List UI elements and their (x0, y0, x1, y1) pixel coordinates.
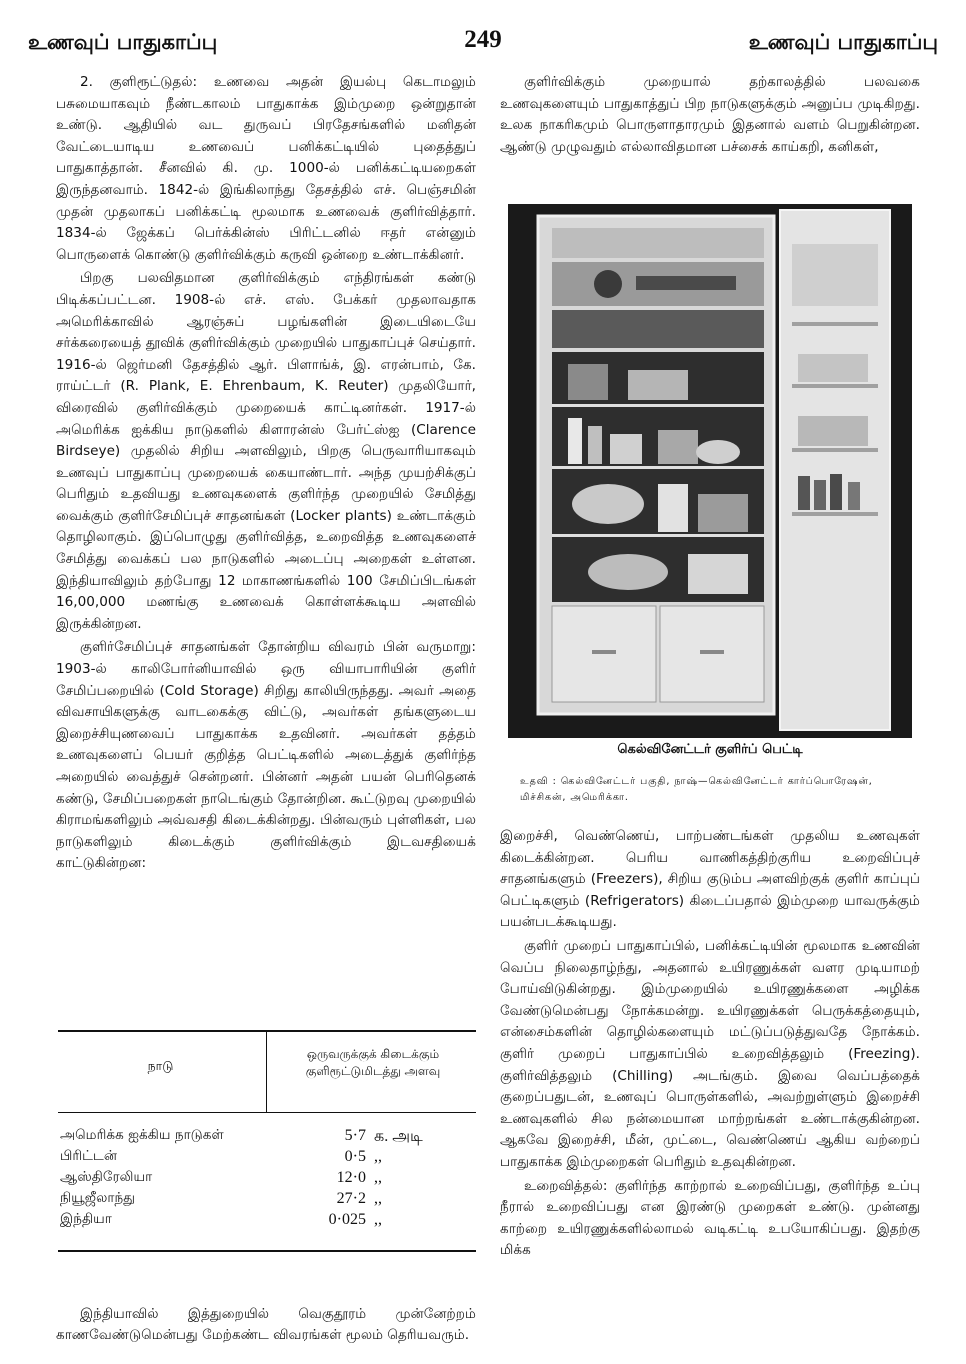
running-title-left: உணவுப் பாதுகாப்பு (28, 30, 218, 54)
table-cell-unit: ,, (374, 1148, 382, 1165)
left-column (56, 72, 476, 877)
refrigerator-illustration (508, 204, 912, 738)
table-row (58, 1127, 476, 1148)
table-cell-value: 12·0 (336, 1169, 366, 1186)
paragraph-freezing-benefits: குளிர்விக்கும் முறையால் தற்காலத்தில் பலவகை உணவுகளையும் பாதுகாத்துப் பிற நாடுகளுக்கும் அனுப்ப முடிகிறது. உலக நாகரிகமும் பொருளாதாரமும் இதனால் வளம் பெறுகின்றன. ஆண்டு முழுவதும் எல்லாவிதமான பச்சைக் காய்கறி, கனிகள், (500, 74, 920, 155)
table-row (58, 1148, 476, 1169)
table-header-capacity: ஒருவருக்குக் கிடைக்கும் குளிரூட்டுமிடத்து அளவு (305, 1047, 441, 1078)
table-header-country: நாடு (147, 1058, 174, 1073)
paragraph-freezing-methods: உறைவித்தல்: குளிர்ந்த காற்றால் உறைவிப்பது, குளிர்ந்த உப்பு நீரால் உறைவிப்பது என இரண்டு முறைகள் உண்டு. முன்னது காற்றை உயிரணுக்களில்லாமல் வடிகட்டி உபயோகிப்பது. இதற்கு மிக்க (500, 1177, 920, 1259)
table-cell-value: 0·5 (344, 1148, 366, 1165)
paragraph-history: பிறகு பலவிதமான குளிர்விக்கும் எந்திரங்கள் கண்டு பிடிக்கப்பட்டன. 1908-ல் எச். எஸ். பேக்கர் முதலாவதாக அமெரிக்காவில் ஆரஞ்சுப் பழங்களின் இடையிடையே சர்க்கரையைத் தூவிக் குளிர்விக்கும் முறையில் பாதுகாப்புச் செய்தார். 1916-ல் ஜெர்மனி தேசத்தில் ஆர். பிளாங்க், இ. எரன்பாம், கே. ராய்ட்டர் (R. Plank, E. Ehrenbaum, K. Reuter) முதலியோர், விரைவில் குளிர்விக்கும் முறையைக் காட்டினர்கள். 1917-ல் அமெரிக்க ஐக்கிய நாடுகளில் கிளாரன்ஸ் பேர்ட்ஸ்ஐ (Clarence Birdseye) முதலில் சிறிய அளவிலும், பிறகு பெருவாரியாகவும் உணவுப் பாதுகாப்பு முறையைக் கையாண்டார். அந்த முயற்சிக்குப் பெரிதும் உதவியது உணவுகளைக் குளிர்ந்த முறையில் சேமித்து வைக்கும் குளிர்சேமிப்புச் சாதனங்கள் (Locker plants) உண்டாக்கும் தொழிலாகும். இப்பொழுது குளிர்வித்த, உறைவித்த உணவுகளைச் சேமித்து வைக்கப் பல நாடுகளில் அடைப்பு அறைகள் உள்ளன. இந்தியாவிலும் தற்போது 12 மாகாணங்களில் 100 சேமிப்பிடங்கள் 16,00,000 மணங்கு உணவைக் கொள்ளக்கூடிய அளவில் இருக்கின்றன. (56, 270, 476, 632)
paragraph-cold-storage: குளிர்சேமிப்புச் சாதனங்கள் தோன்றிய விவரம் பின் வருமாறு: 1903-ல் காலிபோர்னியாவில் ஒரு வியாபாரியின் குளிர் சேமிப்பறையில் (Cold Storage) சிறிது காலியிருந்தது. அவர் அதை விவசாயிகளுக்கு வாடகைக்கு விட்டு, அவர்கள் தங்களுடைய இறைச்சியுணவைப் பாதுகாக்க உதவினர். அவர்கள் தத்தம் உணவுகளைப் பெயர் குறித்த பெட்டிகளில் அடைத்துக் குளிர்ந்த அறையில் வைத்துச் சென்றனர். பின்னர் அதன் பயன் பெரிதெனக் கண்டு, சேமிப்பறைகள் நாடெங்கும் தோன்றின. கூட்டுறவு முறையில் கிராமங்களிலும் அவ்வசதி கிடைக்கின்றது. பின்வரும் புள்ளிகள், பல நாடுகளிலும் கிடைக்கும் குளிர்விக்கும் இடவசதியைக் காட்டுகின்றன: (56, 639, 476, 872)
table-cell-value: 5·7 (344, 1127, 366, 1144)
table-row (58, 1211, 476, 1232)
table-cell-country: இந்தியா (60, 1211, 112, 1227)
paragraph-cold-preservation: குளிர் முறைப் பாதுகாப்பில், பனிக்கட்டியின் மூலமாக உணவின் வெப்ப நிலைதாழ்ந்து, அதனால் உயிரணுக்கள் வளர முடியாமற் போய்விடுகின்றது. இம்முறையில் உயிரணுக்களை அழிக்க வேண்டுமென்பது நோக்கமன்று. உயிரணுக்கள் பெருக்கத்தையும், என்சைம்களின் தொழில்களையும் மட்டுப்படுத்துவதே நோக்கம். குளிர் முறைப் பாதுகாப்பில் உறைவித்தலும் (Freezing). குளிர்வித்தலும் (Chilling) அடங்கும். இவை வெப்பத்தைக் குறைப்பதுடன், உணவுப் பொருள்களில், அவற்றுள்ளும் இறைச்சி உணவுகளில் சில நன்மையான மாற்றங்கள் உண்டாக்குகின்றன. ஆகவே இறைச்சி, மீன், முட்டை, வெண்ணெய் ஆகிய வற்றைப் பாதுகாக்க இம்முறைகள் பெரிதும் உதவுகின்றன. (500, 937, 920, 1170)
cold-storage-table (58, 1030, 476, 1252)
table-cell-country: பிரிட்டன் (60, 1148, 118, 1164)
figure-caption: கெல்வினேட்டர் குளிர்ப் பெட்டி (617, 742, 803, 757)
page-header (28, 22, 938, 62)
paragraph-refrigeration-intro: 2. குளிரூட்டுதல்: உணவை அதன் இயல்பு கெடாமலும் பசுமையாகவும் நீண்டகாலம் பாதுகாக்க இம்முறை ஒன்றுதான் உண்டு. ஆதியில் வட துருவப் பிரதேசங்களில் மனிதன் வேட்டையாடிய உணவைப் பனிக்கட்டியில் புதைத்துப் பாதுகாத்தான். சீனவில் கி. மு. 1000-ல் பனிக்கட்டியறைகள் இருந்தனவாம். 1842-ல் இங்கிலாந்து தேசத்தில் எச். பெஞ்சமின் முதன் முதலாகப் பனிக்கட்டி மூலமாக உணவைக் குளிர்வித்தார். 1834-ல் ஜேக்கப் பெர்க்கின்ஸ் பிரிட்டனில் ஈதர் என்னும் பொருளைக் கொண்டு குளிர்விக்கும் கருவி ஒன்றை உண்டாக்கினர். (56, 74, 476, 263)
closing-note: இந்தியாவில் இத்துறையில் வெகுதூரம் முன்னேற்றம் காணவேண்டுமென்பது மேற்கண்ட விவரங்கள் மூலம் தெரியவரும். (56, 1305, 476, 1344)
figure-credit: உதவி : கெல்வினேட்டர் பகுதி, நாஷ்—கெல்வினேட்டர் கார்ப்பொரேஷன், மிச்சிகன், அமெரிக்கா. (520, 776, 873, 803)
table-body (58, 1113, 476, 1252)
table-header (58, 1032, 476, 1113)
table-cell-unit: க. அடி (374, 1128, 423, 1145)
table-cell-unit: ,, (374, 1190, 382, 1207)
right-column (500, 72, 920, 160)
paragraph-foods-freezers: இறைச்சி, வெண்ணெய், பாற்பண்டங்கள் முதலிய உணவுகள் கிடைக்கின்றன. பெரிய வாணிகத்திற்குரிய உறைவிப்புச் சாதனங்களும் (Freezers), சிறிய குடும்ப அளவிற்குக் குளிர் காப்புப் பெட்டிகளும் (Refrigerators) கிடைப்பதால் இம்முறை யாவருக்கும் பயன்படக்கூடியது. (500, 828, 920, 931)
table-row (58, 1190, 476, 1211)
table-cell-value: 27·2 (336, 1190, 366, 1207)
table-cell-country: அமெரிக்க ஐக்கிய நாடுகள் (60, 1127, 224, 1143)
table-cell-country: நியூஜீலாந்து (60, 1190, 135, 1206)
table-cell-value: 0·025 (328, 1211, 366, 1228)
running-title-right: உணவுப் பாதுகாப்பு (748, 30, 938, 54)
right-column-lower (500, 826, 920, 1264)
table-cell-country: ஆஸ்திரேலியா (60, 1169, 153, 1185)
table-row (58, 1169, 476, 1190)
table-cell-unit: ,, (374, 1211, 382, 1228)
table-cell-unit: ,, (374, 1169, 382, 1186)
table-column-divider (266, 1032, 267, 1112)
page-number: 249 (464, 26, 502, 53)
refrigerator-photo (508, 204, 912, 738)
